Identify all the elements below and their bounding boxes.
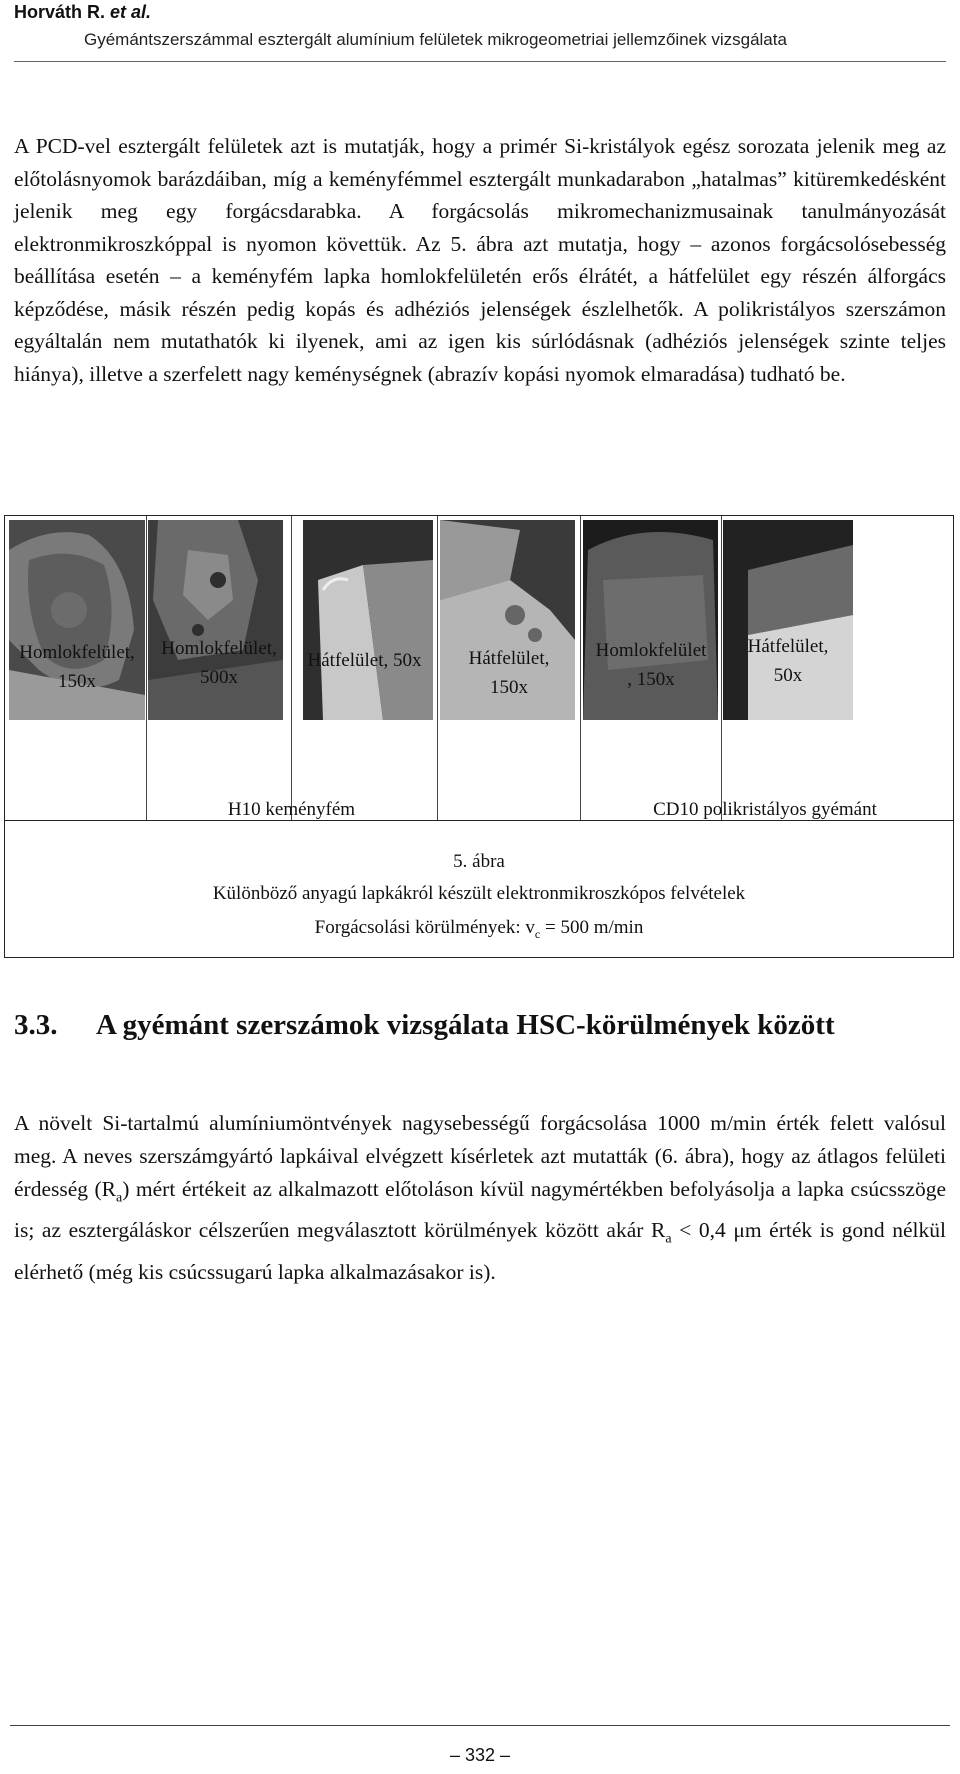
figure-5	[4, 515, 954, 958]
running-header-title: Gyémántszerszámmal esztergált alumínium felületek mikrogeometriai jellemzőinek vizsgálata	[84, 30, 787, 49]
header-divider	[14, 61, 946, 62]
group-label-h10: H10 keményfém	[227, 799, 356, 820]
body-paragraph-2: A növelt Si-tartalmú alumíniumöntvények nagysebességű forgácsolása 1000 m/min érték felett valósul meg. A neves szerszámgyártó lapkáival elvégzett kísérletek azt mutatták (6. ábra), hogy az átlagos felületi érdesség $(R_a)$ mért értékeit az alkalmazott előtoláson kívül nagymértékben befolyásolja a lapka csúcsszöge is; az esztergáláskor célszerűen megválasztott körülmények között akár $R_a < 0,4$ μm érték is gond nélkül elérhető (még kis csúcssugarú lapka alkalmazásakor is).	[14, 1111, 946, 1284]
column-divider	[721, 516, 722, 821]
column-divider	[437, 516, 438, 821]
column-divider	[146, 516, 147, 821]
footer-divider	[10, 1725, 950, 1726]
running-header-author: Horváth R. et al.	[14, 2, 152, 22]
photo-caption-5: Homlokfelület , 150x	[595, 640, 707, 690]
photo-caption-3: Hátfelület, 50x	[307, 650, 422, 671]
column-divider	[291, 516, 292, 821]
section-title: A gyémánt szerszámok vizsgálata HSC-körülmények között	[96, 1009, 835, 1041]
body-paragraph-1: A PCD-vel esztergált felületek azt is mutatják, hogy a primér Si-kristályok egész sorozata jelenik meg az előtolásnyomok barázdáiban, míg a keményfémmel esztergált munkadarabon „hatalmas” kitüremkedésként jelenik meg egy forgácsdarabka. A forgácsolás mikromechanizmusainak tanulmányozását elektronmikroszkóppal is nyomon követtük. Az 5. ábra azt mutatja, hogy – azonos forgácsolósebesség beállítása esetén – a keményfém lapka homlokfelületén erős élrátét, a hátfelület egy részén álforgács képződése, másik részén pedig kopás és adhéziós jelenségek észlelhetők. A polikristályos szerszámon egyáltalán nem mutathatók ki ilyenek, ami az igen kis súrlódásnak (adhéziós jelenségek szinte teljes hiánya), illetve a szerfelett nagy keménységnek (abrazív kopási nyomok elmaradása) tudható be.	[14, 134, 946, 386]
author-etal: et al.	[110, 2, 152, 22]
group-label-cd10: CD10 polikristályos gyémánt	[653, 799, 877, 820]
photo-caption-1: Homlokfelület, 150x	[19, 642, 135, 692]
figure-number: 5. ábra	[453, 851, 505, 872]
figure-title: Különböző anyagú lapkákról készült elektronmikroszkópos felvételek	[212, 883, 746, 904]
column-divider	[580, 516, 581, 821]
page-number: – 332 –	[449, 1745, 511, 1765]
photo-caption-6: Hátfelület, 50x	[747, 636, 829, 686]
section-number: 3.3.	[14, 1009, 58, 1041]
figure-conditions: Forgácsolási körülmények: $v_c = 500$ m/min	[314, 917, 644, 941]
sem-photo-6	[723, 520, 853, 720]
figure-group-divider	[5, 820, 953, 821]
photo-caption-2: Homlokfelület, 500x	[161, 638, 277, 688]
photo-caption-4: Hátfelület, 150x	[468, 648, 550, 698]
sem-photo-3	[303, 520, 433, 720]
